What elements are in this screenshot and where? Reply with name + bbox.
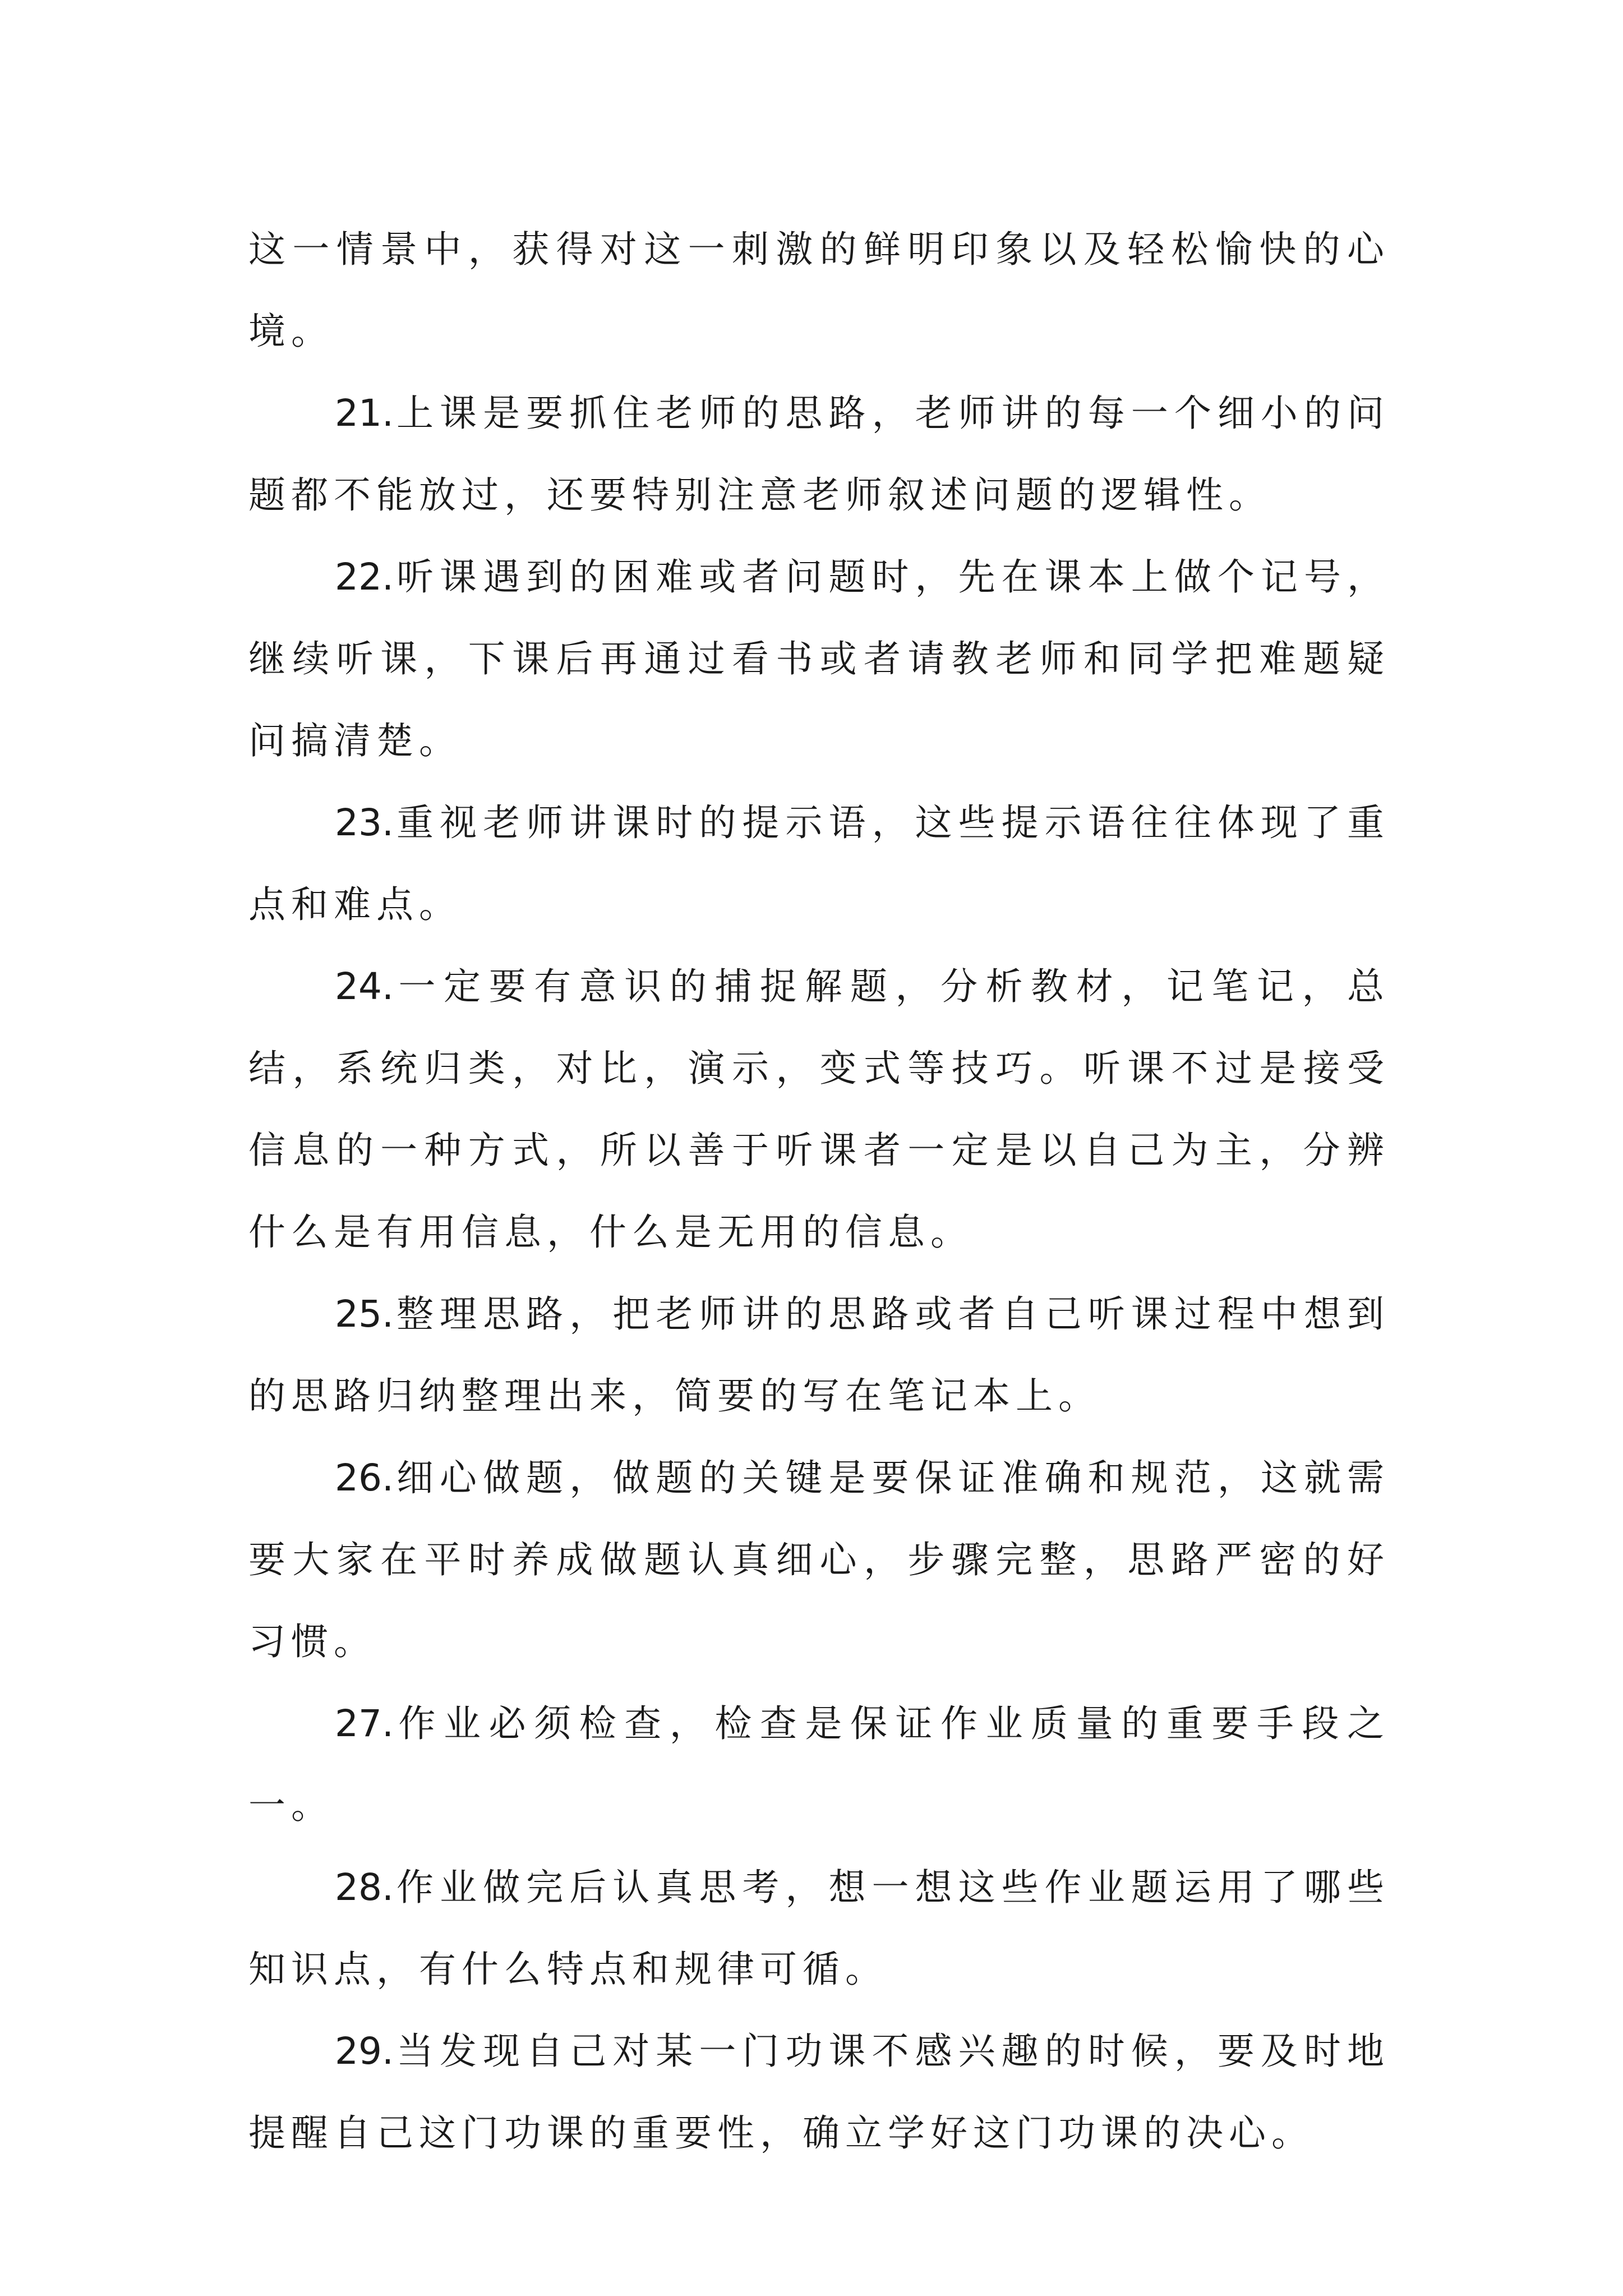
item-number: 27. bbox=[335, 1702, 394, 1745]
item-text: 听课遇到的困难或者问题时，先在课本上做个记号，继续听课，下课后再通过看书或者请教老师和同学把难题疑问搞清楚。 bbox=[248, 555, 1390, 762]
list-item-28 bbox=[248, 1847, 1390, 2010]
list-item-26 bbox=[248, 1437, 1390, 1683]
item-text: 一定要有意识的捕捉解题，分析教材，记笔记，总结，系统归类，对比，演示，变式等技巧。听课不过是接受信息的一种方式，所以善于听课者一定是以自己为主，分辨什么是有用信息，什么是无用的信息。 bbox=[248, 965, 1390, 1254]
item-number: 21. bbox=[335, 392, 394, 435]
item-text: 当发现自己对某一门功课不感兴趣的时候，要及时地提醒自己这门功课的重要性，确立学好这门功课的决心。 bbox=[248, 2030, 1390, 2155]
item-number: 26. bbox=[335, 1456, 394, 1499]
list-item-23 bbox=[248, 782, 1390, 946]
item-text: 作业做完后认真思考，想一想这些作业题运用了哪些知识点，有什么特点和规律可循。 bbox=[248, 1866, 1390, 1991]
item-number: 23. bbox=[335, 801, 394, 844]
item-text: 上课是要抓住老师的思路，老师讲的每一个细小的问题都不能放过，还要特别注意老师叙述问题的逻辑性。 bbox=[248, 392, 1390, 517]
list-item-27 bbox=[248, 1683, 1390, 1847]
item-number: 22. bbox=[335, 555, 394, 599]
list-item-29 bbox=[248, 2010, 1390, 2174]
item-text: 细心做题，做题的关键是要保证准确和规范，这就需要大家在平时养成做题认真细心，步骤完整，思路严密的好习惯。 bbox=[248, 1456, 1390, 1663]
item-text: 整理思路，把老师讲的思路或者自己听课过程中想到的思路归纳整理出来，简要的写在笔记本上。 bbox=[248, 1292, 1390, 1418]
item-number: 25. bbox=[335, 1292, 394, 1336]
item-text: 重视老师讲课时的提示语，这些提示语往往体现了重点和难点。 bbox=[248, 801, 1390, 926]
list-item-24 bbox=[248, 946, 1390, 1273]
paragraph-continuation bbox=[248, 209, 1390, 372]
list-item-21 bbox=[248, 372, 1390, 536]
document-body bbox=[248, 209, 1390, 2174]
list-item-25 bbox=[248, 1273, 1390, 1437]
item-number: 29. bbox=[335, 2030, 394, 2073]
item-text: 作业必须检查，检查是保证作业质量的重要手段之一。 bbox=[248, 1702, 1390, 1827]
item-number: 24. bbox=[335, 965, 394, 1008]
paragraph-text: 这一情景中，获得对这一刺激的鲜明印象以及轻松愉快的心境。 bbox=[248, 228, 1390, 353]
item-number: 28. bbox=[335, 1866, 394, 1909]
list-item-22 bbox=[248, 536, 1390, 782]
